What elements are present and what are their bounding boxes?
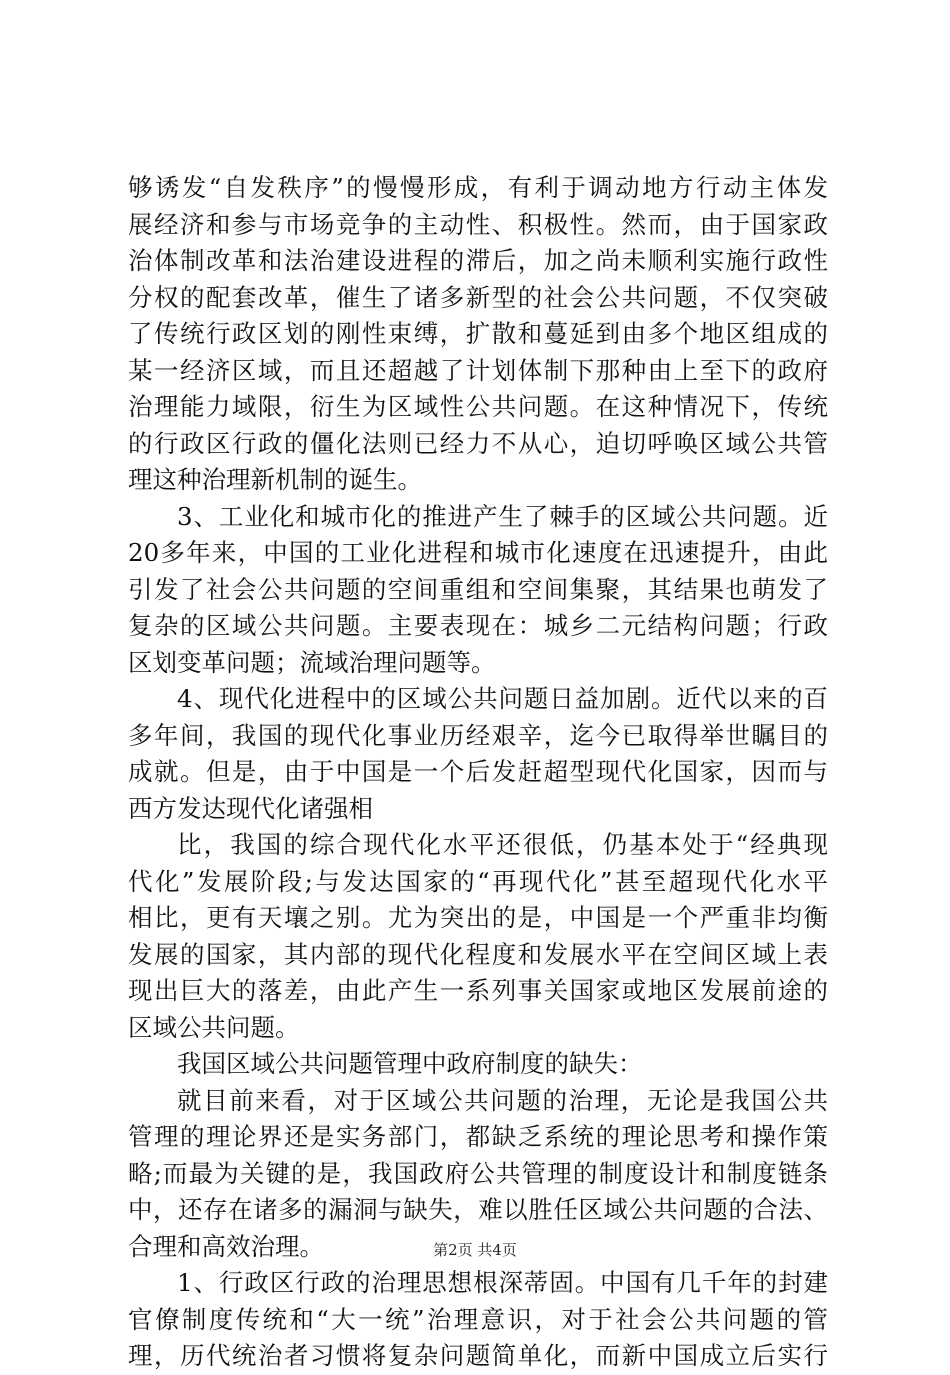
- text-line: 成就。但是，由于中国是一个后发赶超型现代化国家，因而与: [128, 757, 828, 786]
- text-line: 区划变革问题；流域治理问题等。: [128, 647, 496, 677]
- text-line: 某一经济区域，而且还超越了计划体制下那种由上至下的政府: [128, 355, 828, 385]
- text-line: 了传统行政区划的刚性束缚，扩散和蔓延到由多个地区组成的: [128, 319, 828, 348]
- text-line: 区域公共问题。: [128, 1012, 300, 1042]
- text-line: 展经济和参与市场竞争的主动性、积极性。然而，由于国家政: [128, 209, 828, 239]
- text-line: 现出巨大的落差，由此产生一系列事关国家或地区发展前途的: [128, 976, 828, 1005]
- text-line: 略;而最为关键的是，我国政府公共管理的制度设计和制度链条: [128, 1158, 828, 1188]
- text-line: 中，还存在诸多的漏洞与缺失，难以胜任区域公共问题的合法、: [128, 1195, 828, 1224]
- text-line: 多年间，我国的现代化事业历经艰辛，迄今已取得举世瞩目的: [128, 720, 828, 750]
- text-line: 就目前来看，对于区域公共问题的治理，无论是我国公共: [177, 1085, 828, 1115]
- text-line: 复杂的区域公共问题。主要表现在：城乡二元结构问题；行政: [128, 611, 828, 640]
- text-line: 分权的配套改革，催生了诸多新型的社会公共问题，不仅突破: [128, 282, 828, 312]
- text-line: 的行政区行政的僵化法则已经力不从心，迫切呼唤区域公共管: [128, 428, 828, 458]
- text-line: 治体制改革和法治建设进程的滞后，加之尚未顺利实施行政性: [128, 246, 828, 275]
- text-line: 引发了社会公共问题的空间重组和空间集聚，其结果也萌发了: [128, 574, 828, 604]
- text-line: 1、行政区行政的治理思想根深蒂固。中国有几千年的封建: [177, 1268, 828, 1297]
- text-line: 治理能力域限，衍生为区域性公共问题。在这种情况下，传统: [128, 392, 828, 421]
- text-line: 够诱发“自发秩序”的慢慢形成，有利于调动地方行动主体发: [128, 173, 828, 202]
- document-body: [128, 170, 828, 1375]
- text-line: 西方发达现代化诸强相: [128, 793, 373, 823]
- text-line: 合理和高效治理。: [128, 1231, 324, 1261]
- text-line: 管理的理论界还是实务部门，都缺乏系统的理论思考和操作策: [128, 1122, 828, 1151]
- text-line: 20多年来，中国的工业化进程和城市化速度在迅速提升，由此: [128, 538, 828, 567]
- text-line: 比，我国的综合现代化水平还很低，仍基本处于“经典现: [177, 830, 828, 859]
- text-line: 4、现代化进程中的区域公共问题日益加剧。近代以来的百: [177, 684, 828, 713]
- text-line: 相比，更有天壤之别。尤为突出的是，中国是一个严重非均衡: [128, 903, 828, 932]
- text-line: 代化”发展阶段;与发达国家的“再现代化”甚至超现代化水平: [128, 866, 828, 896]
- text-line: 理，历代统治者习惯将复杂问题简单化，而新中国成立后实行: [128, 1341, 828, 1370]
- page-number-footer: 第2页 共4页: [433, 1241, 517, 1259]
- text-line: 官僚制度传统和“大一统”治理意识，对于社会公共问题的管: [128, 1304, 828, 1334]
- section-heading: 我国区域公共问题管理中政府制度的缺失：: [177, 1049, 643, 1078]
- text-line: 3、工业化和城市化的推进产生了棘手的区域公共问题。近: [177, 501, 828, 531]
- text-line: 理这种治理新机制的诞生。: [128, 465, 422, 494]
- text-line: 发展的国家，其内部的现代化程度和发展水平在空间区域上表: [128, 939, 828, 969]
